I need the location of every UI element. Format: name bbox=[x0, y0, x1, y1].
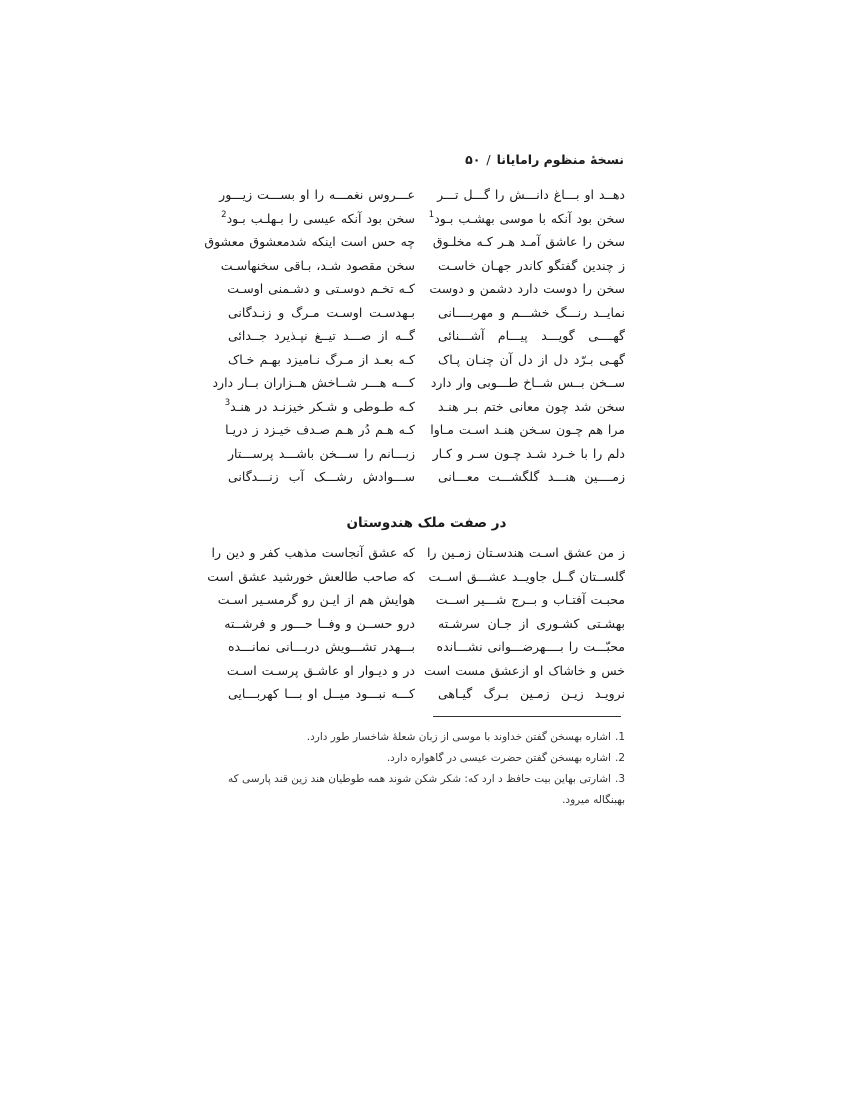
left-hemistich bbox=[212, 374, 415, 392]
right-hemistich bbox=[438, 327, 625, 345]
hemistich-text: ز من عشق اسـت هندسـتان زمـین را bbox=[426, 545, 625, 560]
footnote-number: 3. bbox=[614, 773, 625, 785]
left-hemistich bbox=[207, 568, 415, 586]
right-hemistich bbox=[438, 685, 625, 703]
right-hemistich bbox=[438, 257, 625, 275]
footnote-number: 2. bbox=[614, 752, 625, 764]
left-hemistich bbox=[228, 468, 415, 486]
verse-couplet bbox=[207, 568, 625, 592]
hemistich-text: سخن را دوست دارد دشمن و دوست bbox=[429, 281, 625, 296]
header-separator: / bbox=[486, 152, 491, 167]
verse-couplet bbox=[204, 233, 625, 257]
right-hemistich bbox=[428, 210, 625, 228]
left-hemistich bbox=[219, 186, 415, 204]
hemistich-text: محبـت آفتـاب و بــرج شـــیر اســت bbox=[435, 592, 625, 607]
right-hemistich bbox=[424, 662, 625, 680]
right-hemistich bbox=[438, 186, 625, 204]
hemistich-text: گــه از صـــد تیــغ نپـذیرد جــدائی bbox=[228, 328, 415, 343]
hemistich-text: محبّـــت را بــــهرضـــوانی نشـــانده bbox=[436, 639, 625, 654]
footnote-marker: 3 bbox=[224, 398, 231, 409]
verse-couplet bbox=[228, 327, 625, 351]
footnote-text: اشاره بهسخن گفتن خداوند با موسی از زبان شعلهٔ شاخسار طور دارد. bbox=[306, 731, 611, 743]
left-hemistich bbox=[204, 233, 415, 251]
hemistich-text: زبـــانم را ســـخن باشـــد پرســـتار bbox=[228, 445, 415, 461]
verse-couplet bbox=[228, 468, 625, 492]
hemistich-text: کـــه نبـــود میــل او بـــا کهربـــایی bbox=[228, 686, 415, 701]
verse-couplet bbox=[211, 544, 625, 568]
left-hemistich bbox=[220, 257, 415, 275]
hemistich-text: گهـی بـرّد دل از دل آن چنـان پـاک bbox=[438, 351, 625, 367]
hemistich-text: نرویـد زیـن زمـین بـرگ گیـاهی bbox=[438, 686, 625, 701]
section-heading: در صفت ملک هندوستان bbox=[346, 515, 507, 531]
verse-couplet bbox=[219, 186, 625, 210]
right-hemistich bbox=[438, 638, 625, 656]
right-hemistich bbox=[426, 544, 625, 562]
hemistich-text: در و دیـوار او عاشـق پرسـت اسـت bbox=[226, 662, 415, 678]
left-hemistich bbox=[228, 638, 415, 656]
footnote-text: اشاره بهسخن گفتن حضرت عیسی در گاهواره دارد. bbox=[386, 752, 611, 764]
hemistich-text: کـــه هـــر شــاخش هــزاران بــار دارد bbox=[212, 375, 415, 390]
hemistich-text: کـه تخـم دوسـتی و دشـمنی اوسـت bbox=[227, 281, 415, 296]
footnote-text: اشارتی بهاین بیت حافظ د ارد که: شکر شکن شوند همه طوطیان هند زین قند پارسی که بهبنگاله میرود. bbox=[228, 773, 625, 806]
footnote-marker: 2 bbox=[221, 210, 227, 221]
poem-stanza-1 bbox=[204, 186, 625, 492]
left-hemistich bbox=[228, 327, 415, 345]
hemistich-text: که صاحب طالعش خورشید عشق است bbox=[207, 568, 415, 584]
left-hemistich bbox=[221, 210, 415, 228]
verse-couplet bbox=[228, 638, 625, 662]
right-hemistich bbox=[430, 421, 625, 439]
left-hemistich bbox=[228, 662, 415, 680]
right-hemistich bbox=[432, 233, 625, 251]
hemistich-text: ســخن بــس شــاخ طـــوبی وار دارد bbox=[430, 375, 625, 390]
right-hemistich bbox=[438, 304, 625, 322]
hemistich-text: دهــد او بـــاغ دانـــش را گـــل تـــر bbox=[437, 187, 625, 202]
hemistich-text: بهشـتی کشـوری از جـان سرشـته bbox=[438, 615, 625, 631]
footnote-divider bbox=[433, 716, 621, 717]
verse-couplet bbox=[224, 398, 625, 422]
left-hemistich bbox=[225, 421, 415, 439]
hemistich-text: کـه بعـد از مـرگ نـامیزد بهـم خـاک bbox=[228, 351, 415, 367]
verse-couplet bbox=[228, 304, 625, 328]
hemistich-text: نمایــد رنـــگ خشـــم و مهربــــانی bbox=[438, 304, 625, 320]
hemistich-text: سخن بود آنکه با موسی بهشـب بـود bbox=[434, 210, 625, 226]
verse-couplet bbox=[221, 210, 625, 234]
right-hemistich bbox=[435, 591, 625, 609]
verse-couplet bbox=[228, 351, 625, 375]
verse-couplet bbox=[225, 421, 625, 445]
verse-couplet bbox=[212, 374, 625, 398]
left-hemistich bbox=[228, 351, 415, 369]
poem-stanza-2 bbox=[207, 544, 625, 709]
right-hemistich bbox=[430, 374, 625, 392]
right-hemistich bbox=[438, 468, 625, 486]
hemistich-text: دلم را با خـرد شـد چـون سـر و کـار bbox=[432, 445, 625, 461]
left-hemistich bbox=[228, 445, 415, 463]
hemistich-text: بـهدسـت اوسـت مـرگ و زنـدگانی bbox=[228, 304, 415, 320]
verse-couplet bbox=[217, 591, 625, 615]
right-hemistich bbox=[438, 615, 625, 633]
right-hemistich bbox=[428, 568, 625, 586]
hemistich-text: خس و خاشاک او ازعشق مست است bbox=[424, 662, 625, 678]
hemistich-text: سخن شد چون معانی ختم بـر هنـد bbox=[438, 398, 625, 414]
hemistich-text: مرا هم چـون سـخن هنـد اسـت مـاوا bbox=[430, 422, 625, 437]
verse-couplet bbox=[228, 685, 625, 709]
hemistich-text: زمــــین هنـــد گلگشـــت معـــانی bbox=[438, 469, 625, 484]
left-hemistich bbox=[228, 280, 415, 298]
verse-couplet bbox=[228, 662, 625, 686]
hemistich-text: کـه طـوطی و شـکر خیزنـد در هنـد bbox=[230, 398, 415, 414]
footnote-marker: 1 bbox=[428, 210, 435, 221]
hemistich-text: سخن مقصود شـد، بـاقی سخنهاسـت bbox=[220, 257, 415, 273]
right-hemistich bbox=[429, 280, 625, 298]
left-hemistich bbox=[228, 685, 415, 703]
hemistich-text: که عشق آنجاست مذهب کفر و دین را bbox=[211, 545, 415, 560]
left-hemistich bbox=[224, 615, 415, 633]
right-hemistich bbox=[432, 445, 625, 463]
hemistich-text: سخن بود آنکه عیسی را بـهلـب بـود bbox=[226, 210, 415, 226]
right-hemistich bbox=[438, 351, 625, 369]
footnote-item bbox=[228, 727, 625, 748]
hemistich-text: ســـوادش رشـــک آب زنـــدگانی bbox=[228, 469, 415, 484]
hemistich-text: گهــــی گویـــد پیـــام آشـــنائی bbox=[438, 328, 625, 343]
verse-couplet bbox=[228, 280, 625, 304]
hemistich-text: هوایش هم از ایـن رو گرمسـیر اسـت bbox=[217, 592, 415, 607]
verse-couplet bbox=[224, 615, 625, 639]
hemistich-text: گلســتان گــل جاویــد عشـــق اســت bbox=[428, 568, 625, 584]
verse-couplet bbox=[228, 445, 625, 469]
hemistich-text: چه حس است اینکه شدمعشوق معشوق bbox=[204, 234, 415, 249]
hemistich-text: درو حســن و وفــا حـــور و فرشــته bbox=[224, 615, 415, 631]
hemistich-text: بـــهدر تشـــویش دربـــانی نمانـــده bbox=[228, 639, 415, 654]
running-header bbox=[465, 152, 624, 167]
right-hemistich bbox=[438, 398, 625, 416]
left-hemistich bbox=[228, 304, 415, 322]
hemistich-text: کـه هـم دُر هـم صـدف خیـزد ز دریـا bbox=[225, 422, 415, 437]
hemistich-text: عـــروس نغمـــه را او بســـت زیـــور bbox=[219, 187, 415, 202]
left-hemistich bbox=[224, 398, 415, 416]
footnote-item bbox=[228, 769, 625, 811]
hemistich-text: سخن را عاشق آمـد هـر کـه مخلـوق bbox=[432, 234, 625, 249]
page-number: ۵۰ bbox=[465, 152, 481, 167]
footnote-number: 1. bbox=[614, 731, 625, 743]
left-hemistich bbox=[211, 544, 415, 562]
footnote-item bbox=[228, 748, 625, 769]
left-hemistich bbox=[217, 591, 415, 609]
hemistich-text: ز چندین گفتگو کاندر جهـان خاسـت bbox=[438, 257, 625, 273]
header-title: نسخهٔ منظوم رامایانا bbox=[496, 152, 624, 167]
verse-couplet bbox=[220, 257, 625, 281]
footnotes-block bbox=[228, 727, 625, 811]
